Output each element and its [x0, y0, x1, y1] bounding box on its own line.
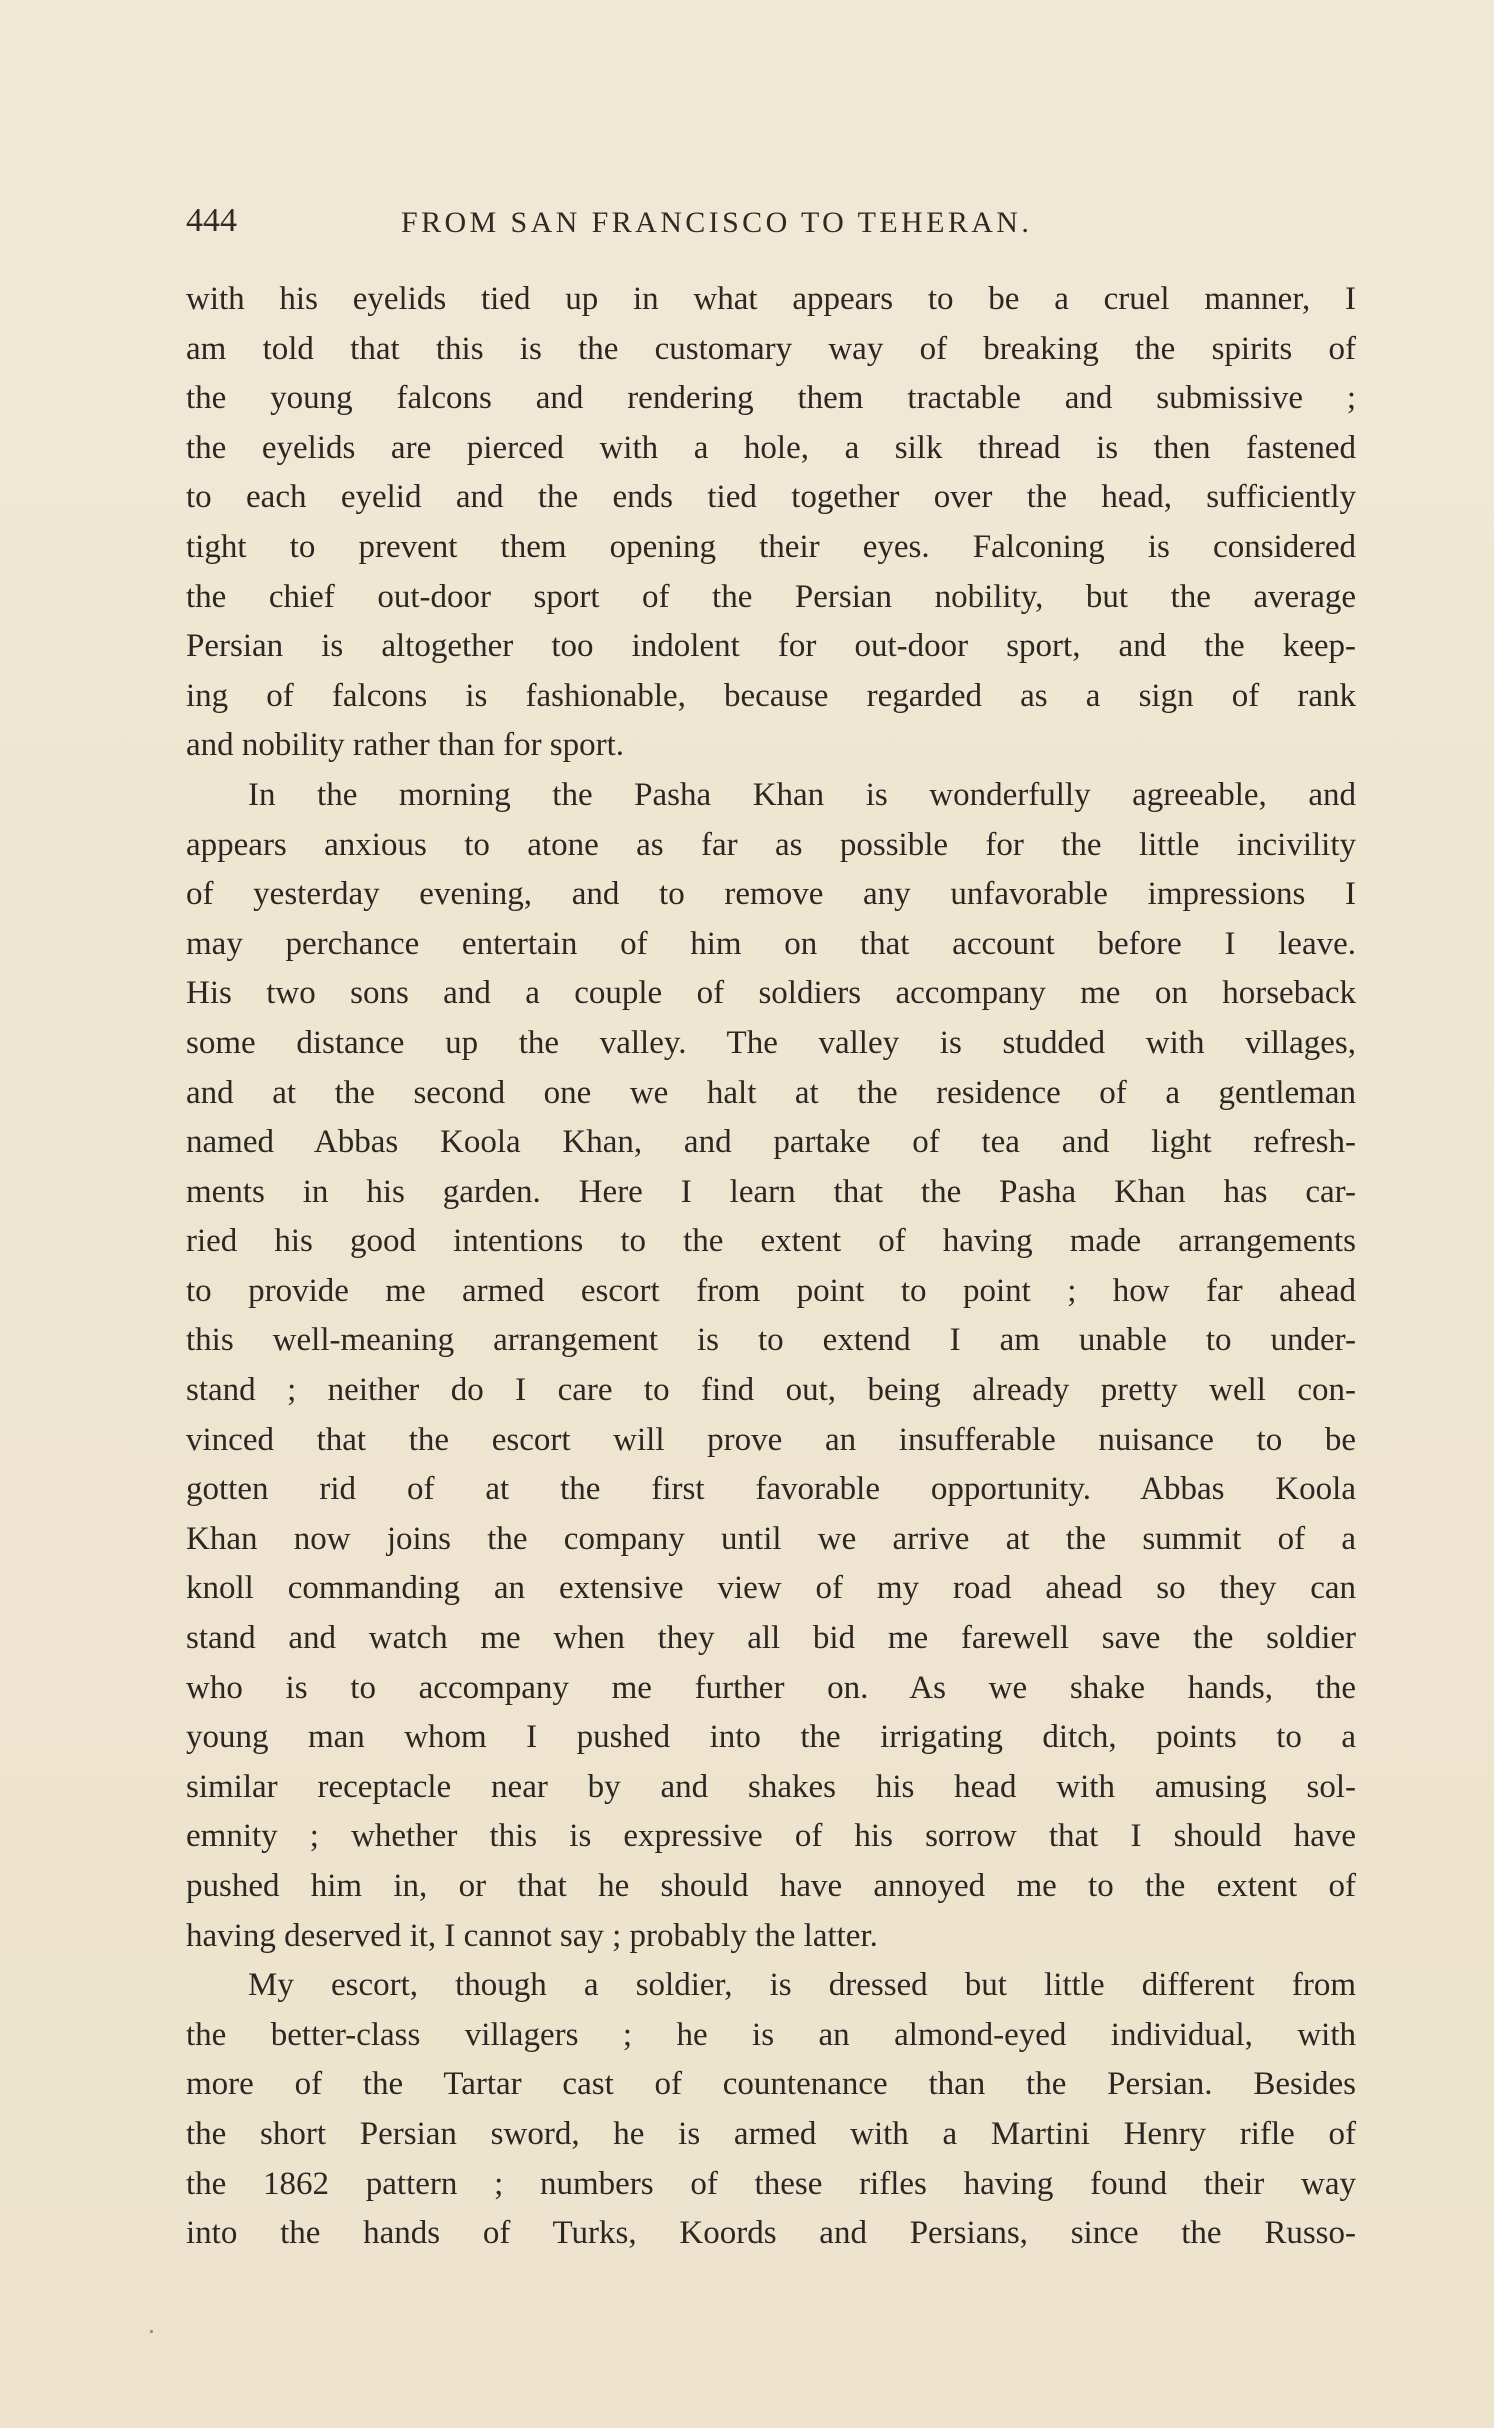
text-line: Persian is altogether too indolent for out-door sport, and the keep-	[186, 628, 1356, 665]
text-line: who is to accompany me further on. As we shake hands, the	[186, 1669, 1356, 1706]
text-line: stand and watch me when they all bid me farewell save the soldier	[186, 1620, 1356, 1657]
text-line: the chief out-door sport of the Persian nobility, but the average	[186, 578, 1356, 615]
body-text	[186, 275, 1356, 2259]
text-line: the better-class villagers ; he is an almond-eyed individual, with	[186, 2016, 1356, 2053]
text-line: emnity ; whether this is expressive of his sorrow that I should have	[186, 1818, 1356, 1855]
text-line: the short Persian sword, he is armed with a Martini Henry rifle of	[186, 2115, 1356, 2152]
text-line: may perchance entertain of him on that account before I leave.	[186, 925, 1356, 962]
text-line: ing of falcons is fashionable, because regarded as a sign of rank	[186, 677, 1356, 714]
text-line: more of the Tartar cast of countenance than the Persian. Besides	[186, 2066, 1356, 2103]
paragraph-start-line: My escort, though a soldier, is dressed but little different from	[248, 1967, 1356, 2004]
text-line: His two sons and a couple of soldiers accompany me on horseback	[186, 975, 1356, 1012]
text-line: named Abbas Koola Khan, and partake of tea and light refresh-	[186, 1124, 1356, 1161]
text-line: gotten rid of at the first favorable opportunity. Abbas Koola	[186, 1471, 1356, 1508]
text-line: young man whom I pushed into the irrigating ditch, points to a	[186, 1719, 1356, 1756]
text-line: similar receptacle near by and shakes his head with amusing sol-	[186, 1768, 1356, 1805]
text-line: to each eyelid and the ends tied together over the head, sufficiently	[186, 479, 1356, 516]
text-line: vinced that the escort will prove an insufferable nuisance to be	[186, 1421, 1356, 1458]
running-title: FROM SAN FRANCISCO TO TEHERAN.	[401, 206, 1033, 239]
text-line: the young falcons and rendering them tractable and submissive ;	[186, 380, 1356, 417]
text-line: this well-meaning arrangement is to extend I am unable to under-	[186, 1322, 1356, 1359]
paragraph-end-line: having deserved it, I cannot say ; probably the latter.	[186, 1917, 878, 1954]
text-line: am told that this is the customary way of breaking the spirits of	[186, 330, 1356, 367]
text-line: ments in his garden. Here I learn that the Pasha Khan has car-	[186, 1173, 1356, 1210]
text-line: into the hands of Turks, Koords and Persians, since the Russo-	[186, 2215, 1356, 2252]
text-line: some distance up the valley. The valley is studded with villages,	[186, 1024, 1356, 1061]
text-line: Khan now joins the company until we arrive at the summit of a	[186, 1520, 1356, 1557]
paragraph-end-line: and nobility rather than for sport.	[186, 727, 625, 764]
text-line: ried his good intentions to the extent of having made arrangements	[186, 1223, 1356, 1260]
text-line: tight to prevent them opening their eyes. Falconing is considered	[186, 528, 1356, 565]
paper-speck	[150, 2330, 153, 2333]
text-line: and at the second one we halt at the residence of a gentleman	[186, 1074, 1356, 1111]
paragraph-start-line: In the morning the Pasha Khan is wonderfully agreeable, and	[248, 776, 1356, 813]
page-number: 444	[186, 202, 237, 239]
text-line: to provide me armed escort from point to point ; how far ahead	[186, 1272, 1356, 1309]
page-header	[186, 198, 1356, 250]
text-line: of yesterday evening, and to remove any unfavorable impressions I	[186, 876, 1356, 913]
text-line: knoll commanding an extensive view of my road ahead so they can	[186, 1570, 1356, 1607]
text-line: stand ; neither do I care to find out, being already pretty well con-	[186, 1372, 1356, 1409]
text-line: the eyelids are pierced with a hole, a silk thread is then fastened	[186, 429, 1356, 466]
text-line: with his eyelids tied up in what appears to be a cruel manner, I	[186, 281, 1356, 317]
text-line: the 1862 pattern ; numbers of these rifles having found their way	[186, 2165, 1356, 2202]
text-line: pushed him in, or that he should have annoyed me to the extent of	[186, 1868, 1356, 1904]
text-line: appears anxious to atone as far as possible for the little incivility	[186, 826, 1356, 863]
